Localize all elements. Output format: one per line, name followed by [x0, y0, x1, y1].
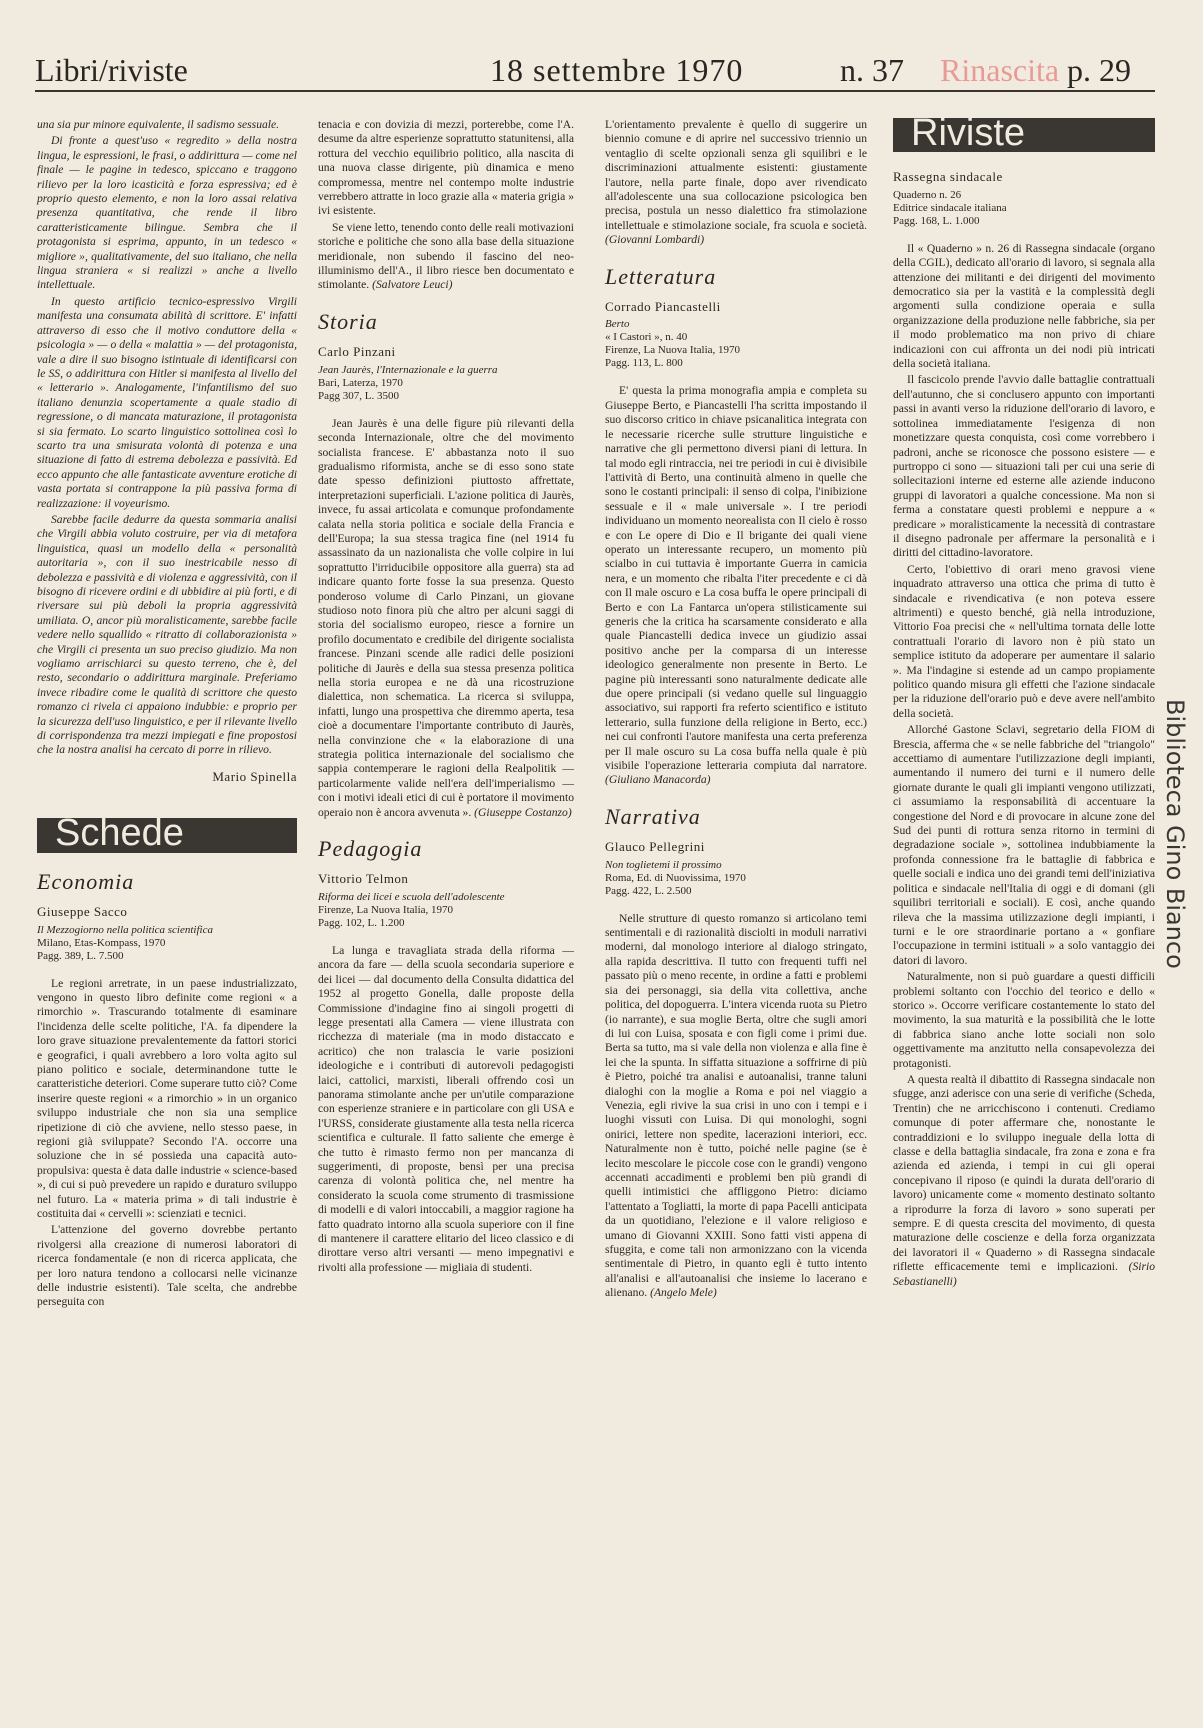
- book-publisher: Firenze, La Nuova Italia, 1970: [605, 344, 741, 357]
- category-heading: Letteratura: [605, 263, 717, 289]
- book-pages: Pagg. 102, L. 1.200: [318, 916, 405, 929]
- review-paragraph: tenacia e con dovizia di mezzi, porterebbe, come l'A. desume da altre esperienze soprattutto statunitensi, alla rottura del vecchio equilibrio politico, alla nascita di una nuova classe dirigente, più dinamica e meno compromessa, mentre nel contempo molte industrie verrebbero attratte in loco grazie alla « materia grigia » ivi esistente.: [318, 118, 574, 218]
- article-paragraph: una sia pur minore equivalente, il sadismo sessuale.: [37, 118, 280, 131]
- book-pages: Pagg. 422, L. 2.500: [605, 884, 692, 897]
- magazine-name: Rassegna sindacale: [893, 169, 1003, 185]
- article-signature: Mario Spinella: [212, 768, 297, 784]
- review-credit: (Giuliano Manacorda): [605, 773, 711, 787]
- review-text: L'orientamento prevalente è quello di suggerire un biennio comune e di aprire nel successivo triennio un ventaglio di scelte opzionali senza gli squilibri e le discriminazioni attualmente esistenti: giustamente l'autore, nella parte finale, dopo aver rivendicato all'adolescente una sua collocazione psicologica ben precisa, postula un nesso dialettico fra stimolazione intellettuale e stimolazione sociale, fra scuola e società.: [605, 118, 867, 232]
- column-2: [318, 118, 574, 1277]
- issue-date: 18 settembre 1970: [490, 52, 744, 88]
- article-paragraph: Di fronte a quest'uso « regredito » della nostra lingua, le espressioni, le frasi, o addirittura — come nel finale — le pagine in tedesco, spiccano e traggono rilievo per la loro icasticità e forza espressiva; ed è proprio questo elemento, e non la loro assai relativa presenza quantitativa, che rende il libro caratteristicamente bilingue. Sembra che il protagonista si esprima, appunto, in un tedesco « migliore », qualitativamente, del suo italiano, che nella lingua straniera « si realizzi » anche a livello intellettuale.: [37, 134, 297, 292]
- review-paragraph: Il « Quaderno » n. 26 di Rassegna sindacale (organo della CGIL), dedicato all'orario di lavoro, si segnala alla attenzione dei militanti e dei dirigenti del movimento democratico sia per la vastità e la complessità degli argomenti sulla condizione operaia e sulla organizzazione della produzione nelle fabbriche, sia per il modo problematico ma non privo di chiare indicazioni con cui affronta un dei nodi più intricati della società italiana.: [893, 241, 1155, 371]
- review-author: Corrado Piancastelli: [605, 299, 721, 315]
- book-title: Il Mezzogiorno nella politica scientifica: [37, 923, 213, 936]
- book-pages: Pagg 307, L. 3500: [318, 389, 399, 402]
- category-heading: Pedagogia: [318, 836, 423, 862]
- column-1: [37, 118, 297, 1312]
- column-4: [893, 112, 1155, 1291]
- review-author: Carlo Pinzani: [318, 344, 396, 360]
- book-title: Non toglietemi il prossimo: [605, 858, 722, 871]
- article-paragraph: In questo artificio tecnico-espressivo Virgili manifesta una consumata abilità di scrittore. E' infatti attraverso di esso che il motivo conduttore della « psicologia » — o della « malattia » — del protagonista, vale a dire il suo bisogno istintuale di identificarsi con le SS, o addirittura con Hitler si manifesta al livello del « letterario ». Analogamente, l'infantilismo del suo italiano denunzia scopertamente a quale stadio di regressione, o di mancata maturazione, il protagonista si sia fermato. Lo scarto linguistico sottolinea così lo scarto tra una smisurata volontà di potenza e una situazione di fatto di estrema debolezza e passività. Ed ecco appunto che alle fantasticate avventure erotiche di vasta portata si contrappone la più passiva forma di realizzazione: il voyeurismo.: [37, 294, 297, 510]
- book-publisher: Firenze, La Nuova Italia, 1970: [318, 903, 454, 916]
- library-watermark: [1160, 700, 1190, 1060]
- magazine-issue: Quaderno n. 26: [893, 188, 962, 201]
- review-paragraph: [318, 417, 574, 820]
- review-paragraph: Certo, l'obiettivo di orari meno gravosi viene inquadrato attraverso una ottica che prima di tutto è sindacale e rivendicativa (e non poteva essere altrimenti) e questo benché, già nella introduzione, Vittorio Foa precisi che « nell'ultima tornata delle lotte contrattuali l'orario di lavoro non è più stato un semplice istituto da adoperare per aumentare il salario ». Ma l'indagine si estende ad un campo propiamente politico quando misura gli effetti che l'azione sindacale per la riduzione dell'orario può e deve avere nell'ambito della società.: [893, 562, 1155, 720]
- review-credit: (Salvatore Leuci): [372, 278, 453, 292]
- book-pages: Pagg. 113, L. 800: [605, 357, 683, 370]
- category-heading: Storia: [318, 308, 378, 334]
- review-author: Vittorio Telmon: [318, 871, 409, 887]
- magazine-info: [893, 189, 1155, 228]
- review-credit: (Sirio Sebastianelli): [893, 1260, 1155, 1288]
- book-title: Jean Jaurès, l'Internazionale e la guerra: [318, 363, 498, 376]
- review-paragraph: Allorché Gastone Sclavi, segretario della FIOM di Brescia, afferma che « se nelle fabbriche del "triangolo" accettiamo di aumentare l'utilizzazione degli impianti, aumentando il numero dei turni e il numero delle giornate durante le quali gli impianti vengono utilizzati, ci assumiamo la responsabilità di accentuare la congestione del Nord e di provocare in alcune zone del Sud dei punti di rottura senza ritorno in termini di degradazione sociale », sottolinea indubbiamente la profonda connessione fra le battaglie di fabbrica e quelle sociali e indica uno dei grandi temi dell'iniziativa politica e sindacale nell'Italia di oggi e di domani (gli squilibri territoriali e sociali). E così, anche quando rileva che la massima utilizzazione degli impianti, i turni e le ore straordinarie portano a « gonfiare l'occupazione in termini istituali » a solo vantaggio dei datori di lavoro.: [893, 723, 1155, 967]
- review-paragraph: L'attenzione del governo dovrebbe pertanto rivolgersi alla creazione di numerosi laboratori di ricerca fondamentale (e non di ricerca applicata, che per loro natura tendono a collocarsi nelle vicinanze delle industrie esistenti). Tale scelta, che andrebbe perseguita con: [37, 1223, 297, 1309]
- book-info: [605, 859, 867, 898]
- magazine-publisher: Editrice sindacale italiana: [893, 201, 1007, 214]
- review-text: Nelle strutture di questo romanzo si articolano temi sentimentali e di razionalità disciolti in moduli narrativi moderni, dal monologo interiore al dialogo stringato, alla rapida descrittiva. Il tutto con frequenti tuffi nel passato più o meno recente, in ordine a fatti e problemi sia dei personaggi, sia della vita collettiva, anche politica, del dopoguerra. L'intera vicenda ruota su Pietro (io narrante), e sua moglie Berta, oltre che sugli amori di lui con Luisa, sposata e con figli come i primi due. Berta sa tutto, ma si vale della non violenza e alla fine è lei che la spunta. In siffatta situazione a soffrirne di più è Pietro, poiché tra analisi e autoanalisi, tranne taluni dialoghi con la moglie a Roma e poi nel viaggio a Venezia, egli rivive la sua crisi in uno con i tempi e i luoghi vissuti con Luisa. Di qui monologhi, sogni onirici, lettere non spedite, lacerazioni interiori, ecc. Naturalmente non è tutto, poiché nelle pagine (se è lecito mescolare le piccole cose con le grandi) vengono accennati accadimenti e problemi ben più grandi di quelli intimistici che affliggono Pietro: diciamo l'attentato a Togliatti, la morte di papa Pacelli anticipata da un quotidiano, l'elezione e il valore religioso e umano di Giovanni XXIII. Sono fatti visti appena di sfuggita, e come tali non armonizzano con la vicenda sentimentale di Pietro, in quanto egli è tutto intento all'analisi e all'autoanalisi che insieme lo lacerano e alienano.: [605, 911, 867, 1300]
- review-paragraph: Le regioni arretrate, in un paese industrializzato, vengono in questo libro definite come regioni « a rimorchio ». Trascurando totalmente di esaminare l'incidenza delle scelte politiche, l'A. fa dipendere la loro grave situazione prevalentemente da fattori storici e geografici, i quali avrebbero a loro volta agito sul piano politico e sociale, determinandone tutte le caratteristiche deteriori. Come superare tutto ciò? Come inserire queste regioni « a rimorchio » in un organico sviluppo industriale che non sia una semplice ripetizione di ciò che avviene, nello stesso paese, in regioni già sviluppate? Secondo l'A. occorre una soluzione che in sé possieda una capacità auto-propulsiva: questa è data dalle industrie « science-based », di cui si può prevedere un rapido e duraturo sviluppo nel futuro. La « materia prima » di tali industrie è costituita dai « cervelli »: scienziati e tecnici.: [37, 976, 297, 1220]
- book-title: Riforma dei licei e scuola dell'adolescente: [318, 890, 505, 903]
- review-paragraph: Naturalmente, non si può guardare a questi difficili problemi soltanto con l'occhio del teorico e dello « storico ». Occorre verificare costantemente lo stato del movimento, la sua maturità e la possibilità che le lotte di fabbrica siano anche lotte sociali non solo oggettivamente ma anzitutto nella consapevolezza dei protagonisti.: [893, 970, 1155, 1070]
- review-paragraph: [893, 1073, 1155, 1289]
- magazine-brand: Rinascita: [940, 52, 1060, 88]
- review-paragraph: [605, 912, 867, 1301]
- review-author: Glauco Pellegrini: [605, 839, 705, 855]
- book-publisher: Milano, Etas-Kompass, 1970: [37, 936, 166, 949]
- review-paragraph: La lunga e travagliata strada della riforma — ancora da fare — della scuola secondaria superiore e dei licei — dal documento della Consulta didattica del 1952 al progetto Gonella, dalle proposte della Commissione d'indagine fino ai singoli progetti di legge presentati alla Camera — viene illustrata con ricchezza di materiale (ma in modo distaccato e acritico) che non tralascia le varie posizioni ideologiche e i contributi di autorevoli pedagogisti laici, cattolici, marxisti, liberali offrendo così un panorama stimolante anche per un'utile comparazione con esperienze straniere e in particolare con gli USA e l'URSS, considerate giustamente alla testa nella ricerca scientifica e culturale. Il fatto saliente che emerge è che tutto è rimasto fermo non per mancanza di suggerimenti, di proposte, bensì per una precisa carenza di volontà politica che, nel mentre ha considerato la scuola come strumento di trasmissione di modelli e di valori intoccabili, a maggior ragione ha fatto quadrato intorno alla scuola superiore con il fine di mantenere il carattere elitario del liceo classico e di dirottare verso altri versanti — meno impegnativi e rivolti alla professione — migliaia di studenti.: [318, 943, 574, 1274]
- column-3: [605, 118, 867, 1303]
- category-heading: Narrativa: [605, 803, 701, 829]
- review-credit: (Giovanni Lombardi): [605, 233, 705, 247]
- book-info: [318, 891, 574, 930]
- riviste-section-box: Riviste: [893, 118, 1155, 152]
- article-paragraph: Sarebbe facile dedurre da questa sommaria analisi che Virgili abbia voluto costruire, per via di metafora linguistica, quasi un modello della « personalità autoritaria », con il suo inestricabile nesso di debolezza e passività e di violenza e aggressività, con il bisogno di ricevere ordini e di ubbidire ai più forti, e di riversare sui più deboli la propria aggressività umiliata. O, ancor più moralisticamente, sarebbe facile vedere nello squallido « ritratto di collaborazionista » che Virgili ci presenta un suo preciso giudizio. Ma non vogliamo arrischiarci su questo terreno, che è, del resto, secondario o addirittura marginale. Preferiamo invece ribadire come le qualità di scrittore che questo romanzo ci rivela ci appaiono indubbie: e proprio per la sicurezza dell'uso linguistico, e per il rilevante livello di corrispondenza tra mezzi impiegati e fine propostosi che la nostra analisi ha cercato di porre in rilievo.: [37, 512, 297, 757]
- library-watermark-text: Biblioteca Gino Bianco: [1161, 699, 1189, 969]
- book-series: « I Castori », n. 40: [605, 331, 688, 344]
- book-info: [605, 318, 867, 370]
- issue-number: n. 37: [840, 52, 904, 88]
- page-number: p. 29: [1067, 52, 1131, 88]
- book-title: Berto: [605, 318, 630, 331]
- review-paragraph: [605, 118, 867, 248]
- book-info: [37, 924, 297, 963]
- review-text: A questa realtà il dibattito di Rassegna sindacale non sfugge, anzi aderisce con una serie di verifiche (Scheda, Trentin) che ne arricchiscono i contenuti. Crediamo comunque di poter affermare che, nonostante le contraddizioni e lo sviluppo ineguale della lotta di classe e della battaglia sindacale, fra zona e zona e fra azienda ed azienda, i tempi in cui gli operai concepivano il riposo (e quindi la durata dell'orario di lavoro) unicamente come « momento destinato soltanto a riprodurre la forza di lavoro » sono superati per sempre. E di questa crescita del movimento, di questa maturazione delle coscienze e della forza organizzata dei lavoratori il « Quaderno » di Rassegna sindacale riflette efficacemente temi e implicazioni.: [893, 1072, 1155, 1274]
- review-paragraph: [605, 384, 867, 787]
- book-info: [318, 364, 574, 403]
- section-title: Libri/riviste: [35, 52, 188, 88]
- review-paragraph: Il fascicolo prende l'avvio dalle battaglie contrattuali dell'autunno, che si conclusero appunto con importanti passi in avanti verso la riduzione dell'orario di lavoro, e sottolinea immediatamente l'esigenza di non monetizzare questa conquista, così come vorrebbero i padroni, anche se riconosce che possono esistere — e purtroppo ci sono — situazioni tali per cui una serie di sollecitazioni interne ed esterne alle aziende inducono gruppi di lavoratori a qualche concessione. Ma non si ferma a constatare questi problemi e neppure a « predicare » moralisticamente la necessità di contrastare il disegno padronale per affermare la personalità e i diritti del cittadino-lavoratore.: [893, 373, 1155, 560]
- book-publisher: Roma, Ed. di Nuovissima, 1970: [605, 871, 746, 884]
- schede-section-box: Schede: [37, 818, 297, 852]
- review-author: Giuseppe Sacco: [37, 904, 128, 920]
- header-rule: [35, 90, 1155, 92]
- review-text: Jean Jaurès è una delle figure più rilevanti della seconda Internazionale, oltre che del movimento socialista francese. E' abbastanza noto il suo gradualismo riformista, anche se di esso sono state date spesso definizioni piuttosto affrettate, interpretazioni superficiali. L'azione politica di Jaurès, invece, fu assai articolata e comunque profondamente calata nella storia politica e sociale della Francia e dell'Europa; la sua stessa tragica fine (nel 1914 fu assassinato da un nazionalista che volle colpire in lui soprattutto l'irriducibile oppositore alla guerra) sta ad indicare quanto forte fosse la sua presenza. Questo ponderoso volume di Carlo Pinzani, un giovane studioso noto finora più che altro per alcuni saggi di storia del socialismo europeo, riesce a fornire un profilo documentato e credibile del dirigente socialista francese. Pinzani scende alle radici delle posizioni politiche di Jaurès e della sua stessa presenza politica nella storia europea e ne dà una ricostruzione dialettica, non schematica. La ricerca si sviluppa, infatti, lungo una prospettiva che diremmo aperta, tesa cioè a documentare l'importante contributo di Jaurès, nella convinzione che « la elaborazione di una strategia politica internazionale del socialismo che sappia contemperare le ragioni della Realpolitik — particolarmente valide nell'era dell'imperialismo — con i motivi ideali etici di cui è portatore il movimento operaio non è ancora avvenuta ».: [318, 416, 574, 819]
- review-text: Se viene letto, tenendo conto delle reali motivazioni storiche e politiche che sono alla base della situazione meridionale, non subendo il fascino del neo-illuminismo dell'A., il libro riesce ben documentato e stimolante.: [318, 220, 574, 292]
- review-paragraph: [318, 221, 574, 293]
- book-publisher: Bari, Laterza, 1970: [318, 376, 403, 389]
- book-pages: Pagg. 389, L. 7.500: [37, 949, 124, 962]
- review-text: E' questa la prima monografia ampia e completa su Giuseppe Berto, e Piancastelli l'ha scritta impostando il suo discorso critico in chiave psicanalitica integrata con le necessarie ricerche sulle strutture linguistiche e narrative che gli permettono diversi piani di lettura. In tal modo egli rintraccia, nei tre periodi in cui è divisibile l'attività di Berto, una continuità almeno in quelle che sono le costanti principali: il senso di colpa, l'inibizione sessuale e il « male universale ». I tre periodi individuano un momento neorealista con Il cielo è rosso e con Le opere di Dio e Il brigante dei quali viene operato un interessante recupero, un momento più scialbo in cui tuttavia è importante Guerra in camicia nera, e un momento che ribalta l'iter precedente e ci dà con Il male oscuro e La cosa buffa le opere principali di Berto e con La Fantarca un'opera stilisticamente sui generis che la critica ha scarsamente considerato e alla quale Piancastelli dedica invece un giudizio assai positivo anche per la comparsa di un interesse ideologico generalmente non presente in Berto. Le pagine più interessanti sono naturalmente dedicate alle due opere principali (si vedano quelle sul linguaggio associativo, sui rapporti fra referto scientifico e istituto letterario, sulla funzione della religione in Berto, ecc.) nei cui confronti l'autore manifesta una certa preferenza per Il male oscuro su La cosa buffa nella quale è più visibile l'operazione letteraria compiuta dal narratore.: [605, 384, 867, 773]
- magazine-pages: Pagg. 168, L. 1.000: [893, 214, 980, 227]
- category-heading: Economia: [37, 868, 135, 894]
- review-credit: (Angelo Mele): [650, 1286, 717, 1300]
- review-credit: (Giuseppe Costanzo): [474, 805, 572, 819]
